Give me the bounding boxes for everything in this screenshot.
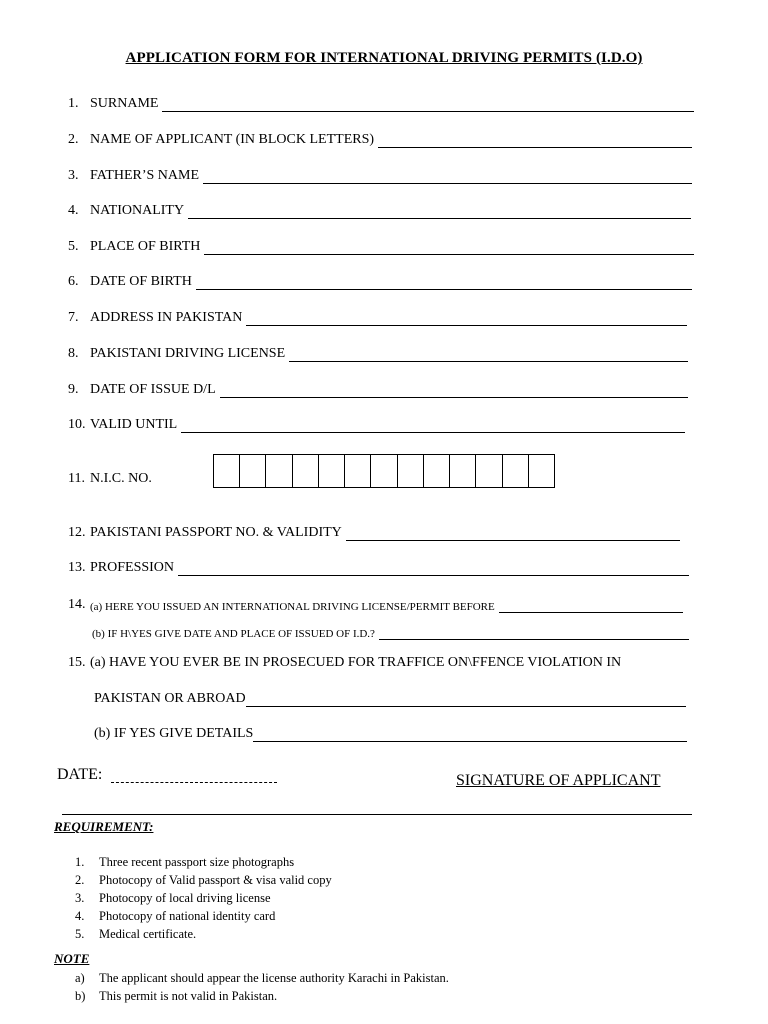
field-number: 8. [68, 346, 79, 361]
field-previous-permit-details [92, 620, 689, 640]
field-label: FATHER’S NAME [90, 168, 200, 183]
list-marker: b) [75, 989, 86, 1003]
field-label: (b) IF H\YES GIVE DATE AND PLACE OF ISSUED OF I.D.? [92, 628, 375, 640]
list-text: This permit is not valid in Pakistan. [99, 989, 278, 1003]
field-label: NAME OF APPLICANT (IN BLOCK LETTERS) [90, 132, 375, 147]
profession-line[interactable] [178, 561, 689, 576]
field-place-of-birth [68, 235, 694, 255]
field-number: 14. [68, 597, 86, 612]
field-label: N.I.C. NO. [90, 471, 152, 486]
field-number: 13. [68, 560, 86, 575]
field-number: 2. [68, 132, 79, 147]
applicant-name-line[interactable] [378, 133, 692, 148]
signature-label: SIGNATURE OF APPLICANT [456, 772, 661, 789]
field-label: PROFESSION [90, 560, 175, 575]
requirement-list [75, 853, 332, 943]
list-text: The applicant should appear the license authority Karachi in Pakistan. [99, 971, 449, 985]
fathers-name-line[interactable] [203, 169, 692, 184]
nic-digit-cell[interactable] [214, 455, 240, 487]
list-item [75, 853, 332, 871]
signature-separator [62, 814, 692, 815]
nic-digit-cell[interactable] [503, 455, 529, 487]
nic-digit-cell[interactable] [424, 455, 450, 487]
nic-digit-cell[interactable] [345, 455, 371, 487]
date-label: DATE: [57, 766, 103, 783]
field-address [68, 306, 687, 326]
field-applicant-name [68, 128, 692, 148]
nic-digit-cell[interactable] [476, 455, 502, 487]
field-prosecution [68, 651, 668, 671]
field-label: (a) HAVE YOU EVER BE IN PROSECUED FOR TRAFFICE ON\FFENCE VIOLATION IN [90, 655, 622, 670]
field-number: 6. [68, 274, 79, 289]
field-driving-license [68, 342, 688, 362]
list-marker: 2. [75, 873, 85, 887]
field-previous-permit [68, 593, 683, 613]
list-marker: 5. [75, 927, 85, 941]
nic-digit-cell[interactable] [266, 455, 292, 487]
field-label: PAKISTANI PASSPORT NO. & VALIDITY [90, 525, 342, 540]
surname-line[interactable] [162, 97, 694, 112]
field-number: 1. [68, 96, 79, 111]
nic-digit-cell[interactable] [319, 455, 345, 487]
field-label: DATE OF BIRTH [90, 274, 192, 289]
note-heading: NOTE [54, 951, 90, 966]
previous-permit-line[interactable] [499, 598, 683, 613]
field-number: 10. [68, 417, 86, 432]
field-number: 3. [68, 168, 79, 183]
field-date-of-birth [68, 270, 692, 290]
list-item [75, 889, 332, 907]
field-date-of-issue [68, 378, 688, 398]
date-of-issue-line[interactable] [220, 383, 688, 398]
nic-digit-cell[interactable] [529, 455, 554, 487]
list-text: Photocopy of national identity card [99, 909, 276, 923]
field-number: 11. [68, 471, 85, 486]
field-label: NATIONALITY [90, 203, 185, 218]
field-nic [68, 467, 208, 487]
field-label: PAKISTAN OR ABROAD [94, 691, 246, 706]
form-title: APPLICATION FORM FOR INTERNATIONAL DRIVING PERMITS (I.D.O) [125, 50, 643, 66]
field-label: DATE OF ISSUE D/L [90, 382, 216, 397]
passport-line[interactable] [346, 526, 680, 541]
field-surname [68, 92, 694, 112]
field-passport [68, 521, 680, 541]
field-prosecution-cont [94, 687, 686, 707]
field-profession [68, 556, 689, 576]
nic-digit-cell[interactable] [398, 455, 424, 487]
list-item [75, 871, 332, 889]
note-list [75, 969, 449, 1005]
list-marker: 3. [75, 891, 85, 905]
list-item [75, 969, 449, 987]
valid-until-line[interactable] [181, 418, 685, 433]
date-line[interactable] [111, 782, 277, 783]
field-number: 9. [68, 382, 79, 397]
previous-permit-details-line[interactable] [379, 625, 689, 640]
field-label: (a) HERE YOU ISSUED AN INTERNATIONAL DRIVING LICENSE/PERMIT BEFORE [90, 601, 495, 613]
field-label: VALID UNTIL [90, 417, 178, 432]
field-nationality [68, 199, 691, 219]
address-line[interactable] [246, 311, 687, 326]
nic-digit-cell[interactable] [240, 455, 266, 487]
list-item [75, 925, 332, 943]
nic-digit-boxes[interactable] [213, 454, 555, 488]
field-number: 15. [68, 655, 86, 670]
place-of-birth-line[interactable] [204, 240, 694, 255]
nic-digit-cell[interactable] [293, 455, 319, 487]
list-marker: 1. [75, 855, 85, 869]
requirement-heading: REQUIREMENT: [54, 819, 154, 834]
date-of-birth-line[interactable] [196, 275, 692, 290]
driving-license-line[interactable] [289, 347, 688, 362]
prosecution-line[interactable] [246, 692, 686, 707]
list-marker: a) [75, 971, 85, 985]
list-text: Photocopy of local driving license [99, 891, 271, 905]
field-number: 7. [68, 310, 79, 325]
field-number: 4. [68, 203, 79, 218]
field-number: 12. [68, 525, 86, 540]
list-text: Photocopy of Valid passport & visa valid copy [99, 873, 332, 887]
field-label: ADDRESS IN PAKISTAN [90, 310, 243, 325]
list-text: Medical certificate. [99, 927, 197, 941]
field-label: PLACE OF BIRTH [90, 239, 201, 254]
nationality-line[interactable] [188, 204, 691, 219]
nic-digit-cell[interactable] [371, 455, 397, 487]
list-item [75, 987, 449, 1005]
field-prosecution-details [94, 722, 687, 742]
field-valid-until [68, 413, 685, 433]
field-fathers-name [68, 164, 692, 184]
list-text: Three recent passport size photographs [99, 855, 295, 869]
prosecution-details-line[interactable] [253, 727, 687, 742]
nic-digit-cell[interactable] [450, 455, 476, 487]
list-marker: 4. [75, 909, 85, 923]
field-label: SURNAME [90, 96, 159, 111]
field-number: 5. [68, 239, 79, 254]
field-label: (b) IF YES GIVE DETAILS [94, 726, 254, 741]
list-item [75, 907, 332, 925]
field-label: PAKISTANI DRIVING LICENSE [90, 346, 286, 361]
